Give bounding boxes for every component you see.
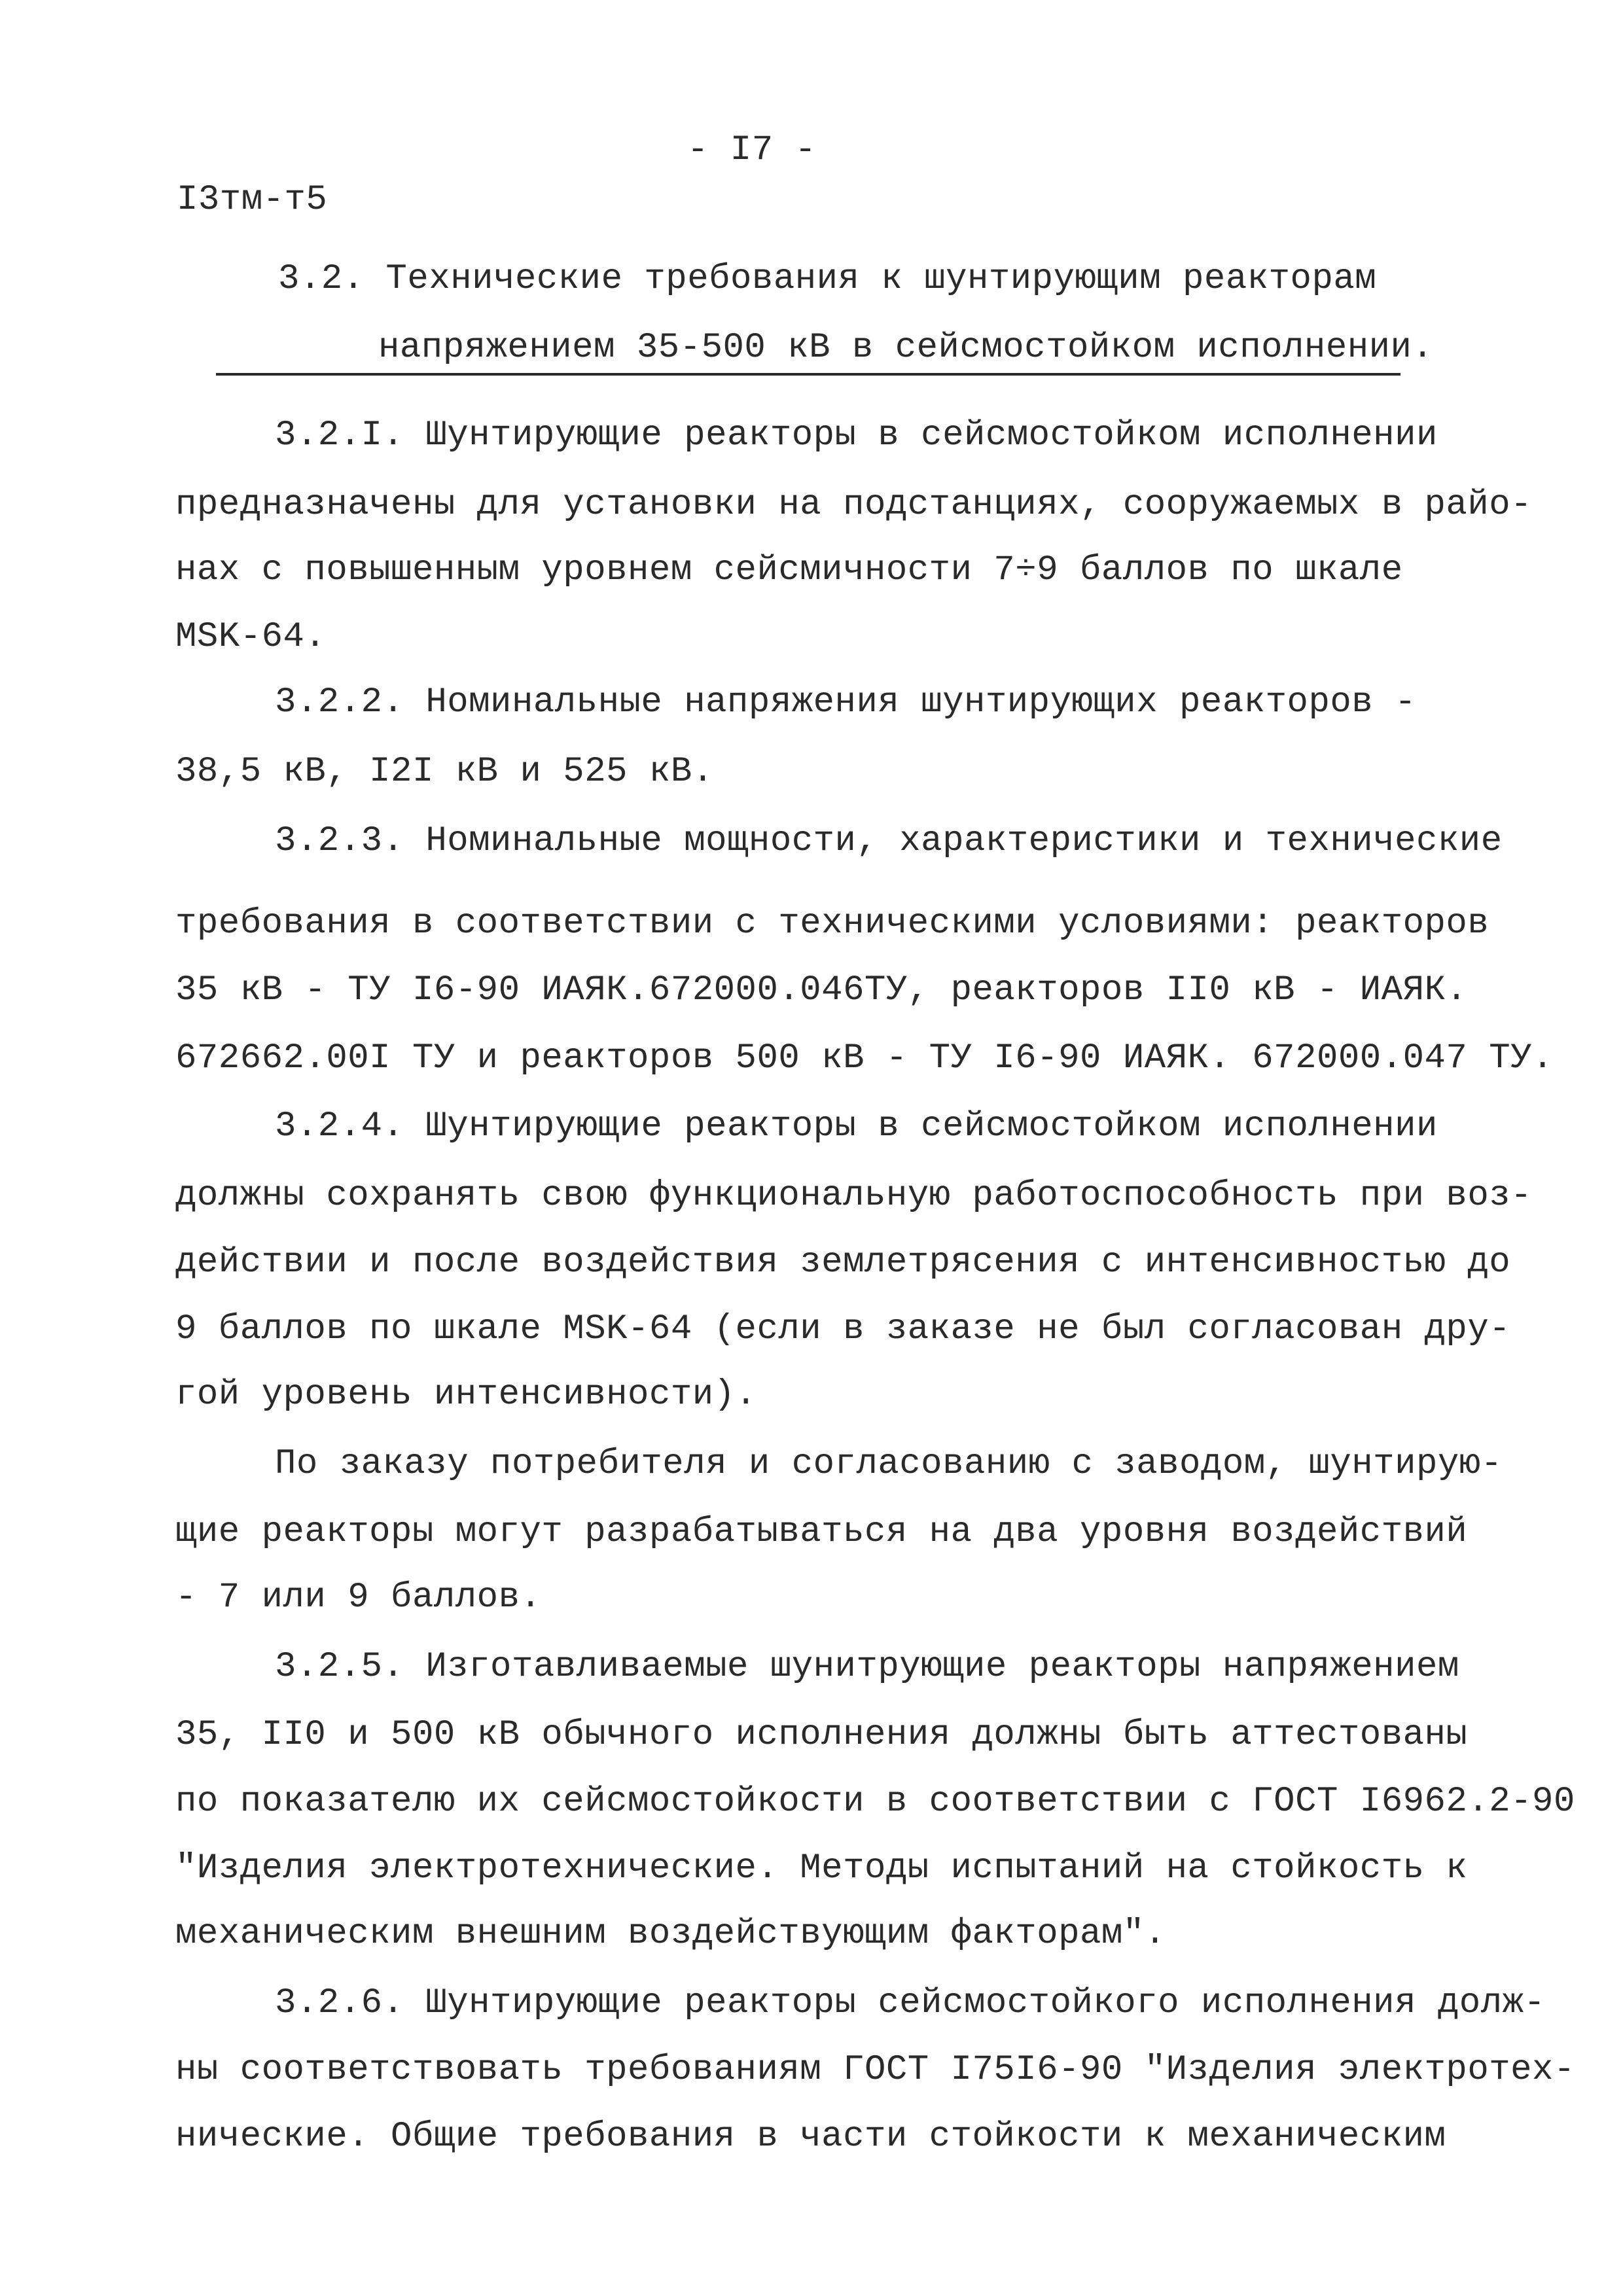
- page-number: - I7 -: [687, 130, 817, 170]
- section-title-line-2: напряжением 35-500 кВ в сейсмостойком исполнении.: [378, 328, 1434, 368]
- text-line: - 7 или 9 баллов.: [175, 1578, 542, 1617]
- text-line: щие реакторы могут разрабатываться на два уровня воздействий: [175, 1512, 1468, 1552]
- text-line: должны сохранять свою функциональную работоспособность при воз-: [175, 1176, 1533, 1216]
- section-title-underline: [216, 373, 1400, 376]
- text-line: MSK-64.: [175, 617, 327, 657]
- text-line: требования в соответствии с техническими условиями: реакторов: [175, 904, 1489, 944]
- text-line: "Изделия электротехнические. Методы испытаний на стойкость к: [175, 1848, 1468, 1888]
- text-line: 3.2.6. Шунтирующие реакторы сейсмостойкого исполнения долж-: [275, 1983, 1546, 2023]
- text-line: механическим внешним воздействующим факторам".: [175, 1914, 1166, 1954]
- text-line: 35 кВ - ТУ I6-90 ИАЯК.672000.046ТУ, реакторов II0 кВ - ИАЯК.: [175, 970, 1468, 1010]
- text-line: По заказу потребителя и согласованию с заводом, шунтирую-: [275, 1444, 1503, 1484]
- text-line: 3.2.4. Шунтирующие реакторы в сейсмостойком исполнении: [275, 1106, 1438, 1146]
- text-line: 3.2.2. Номинальные напряжения шунтирующих реакторов -: [275, 682, 1416, 722]
- text-line: ны соответствовать требованиям ГОСТ I75I6-90 "Изделия электротех-: [175, 2050, 1575, 2090]
- document-code: I3тм-т5: [177, 180, 328, 220]
- text-line: 3.2.3. Номинальные мощности, характеристики и технические: [275, 821, 1503, 861]
- text-line: действии и после воздействия землетрясения с интенсивностью до: [175, 1243, 1511, 1282]
- text-line: 35, II0 и 500 кВ обычного исполнения должны быть аттестованы: [175, 1715, 1468, 1755]
- text-line: 672662.00I ТУ и реакторов 500 кВ - ТУ I6-90 ИАЯК. 672000.047 ТУ.: [175, 1038, 1554, 1078]
- section-title-line-1: 3.2. Технические требования к шунтирующим реакторам: [278, 259, 1377, 299]
- text-line: 38,5 кВ, I2I кВ и 525 кВ.: [175, 752, 714, 792]
- text-line: 3.2.I. Шунтирующие реакторы в сейсмостойком исполнении: [275, 415, 1438, 455]
- text-line: нические. Общие требования в части стойкости к механическим: [175, 2117, 1446, 2157]
- text-line: 3.2.5. Изготавливаемые шунитрующие реакторы напряжением: [275, 1647, 1459, 1687]
- text-line: предназначены для установки на подстанциях, сооружаемых в райо-: [175, 485, 1533, 525]
- text-line: 9 баллов по шкале MSK-64 (если в заказе не был согласован дру-: [175, 1309, 1511, 1349]
- text-line: нах с повышенным уровнем сейсмичности 7÷9 баллов по шкале: [175, 550, 1403, 590]
- text-line: по показателю их сейсмостойкости в соответствии с ГОСТ I6962.2-90: [175, 1782, 1575, 1822]
- text-line: гой уровень интенсивности).: [175, 1375, 757, 1415]
